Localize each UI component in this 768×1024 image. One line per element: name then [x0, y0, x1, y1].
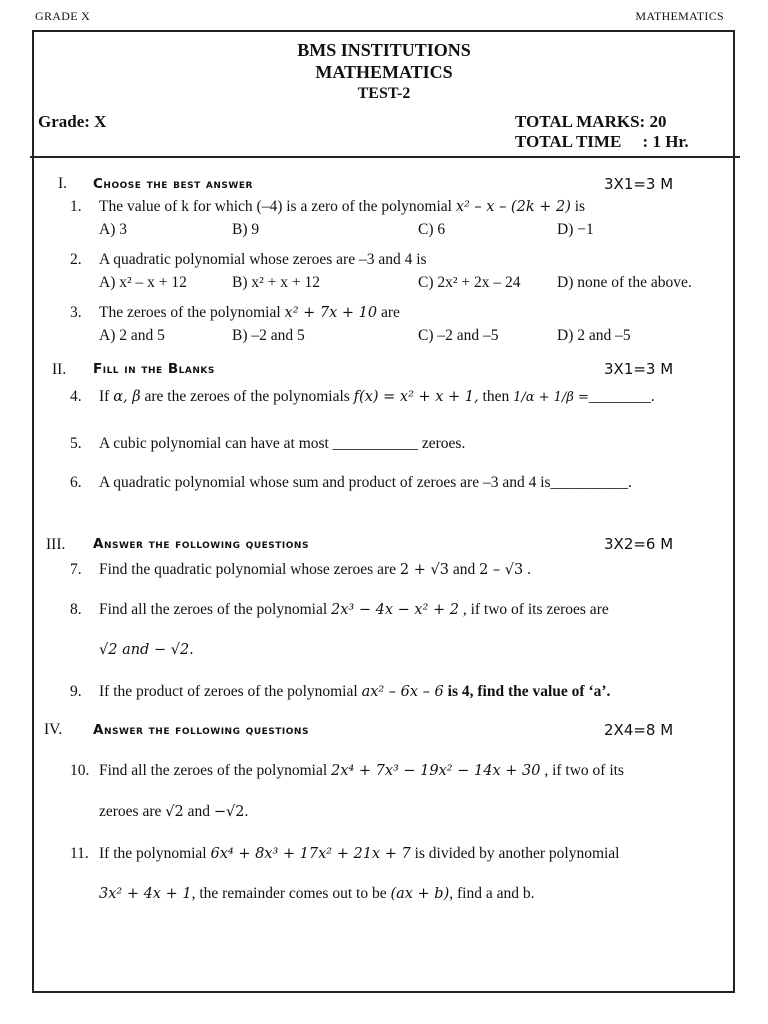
q1-option-a: A) 3	[99, 221, 127, 238]
q9-polynomial: ax² – 6x – 6	[361, 684, 444, 700]
q4-text: If α, β are the zeroes of the polynomials f(x) = x² + x + 1, then 1/α + 1/β =________.	[99, 388, 655, 405]
section-4-title: Answer the following questions	[93, 722, 309, 738]
section-2-number: II.	[52, 361, 67, 378]
q8-zeroes: √2 and − √2.	[99, 642, 194, 658]
section-4-number: IV.	[44, 721, 63, 738]
q10-number: 10.	[70, 762, 90, 779]
section-3-title: Answer the following questions	[93, 536, 309, 552]
q2-option-a: A) x² – x + 12	[99, 274, 187, 291]
q3-option-b: B) –2 and 5	[232, 327, 305, 344]
q1-option-c: C) 6	[418, 221, 446, 238]
q6-text: A quadratic polynomial whose sum and product of zeroes are –3 and 4 is__________.	[99, 474, 632, 491]
section-2-marks: 3X1=3 M	[604, 360, 674, 378]
institution-title: BMS INSTITUTIONS	[297, 40, 471, 60]
section-1-number: I.	[58, 175, 68, 192]
q10-line2: zeroes are √2 and −√2.	[99, 803, 249, 820]
q3-option-a: A) 2 and 5	[99, 327, 165, 344]
q5-text: A cubic polynomial can have at most ___________ zeroes.	[99, 435, 466, 452]
q3-number: 3.	[70, 304, 82, 321]
section-1-marks: 3X1=3 M	[604, 175, 674, 193]
q8-polynomial: 2x³ − 4x − x² + 2	[331, 602, 459, 618]
q8-number: 8.	[70, 601, 82, 618]
q11-remainder: (ax + b)	[390, 886, 450, 902]
q11-dividend: 6x⁴ + 8x³ + 17x² + 21x + 7	[210, 846, 411, 862]
q3-option-d: D) 2 and –5	[557, 327, 631, 344]
q1-text: The value of k for which (–4) is a zero of the polynomial x² – x – (2k + 2) is	[99, 198, 586, 215]
total-marks: TOTAL MARKS: 20	[515, 112, 667, 131]
q1-polynomial: x² – x – (2k + 2)	[455, 199, 571, 215]
q4-number: 4.	[70, 388, 82, 405]
q10-text: Find all the zeroes of the polynomial 2x⁴ + 7x³ − 19x² − 14x + 30 , if two of its	[99, 762, 624, 779]
section-2-title: Fill in the Blanks	[93, 361, 215, 377]
q7-number: 7.	[70, 561, 82, 578]
section-3-number: III.	[46, 536, 66, 553]
q8-text: Find all the zeroes of the polynomial 2x³ − 4x − x² + 2 , if two of its zeroes are	[99, 601, 609, 618]
q10-polynomial: 2x⁴ + 7x³ − 19x² − 14x + 30	[331, 763, 541, 779]
section-3-marks: 3X2=6 M	[604, 535, 674, 553]
q9-text: If the product of zeroes of the polynomial ax² – 6x – 6 is 4, find the value of ‘a’.	[99, 683, 611, 700]
test-title: TEST-2	[357, 85, 411, 102]
q3-text: The zeroes of the polynomial x² + 7x + 10 are	[99, 304, 400, 321]
header-divider	[30, 156, 740, 158]
q9-number: 9.	[70, 683, 82, 700]
section-4-marks: 2X4=8 M	[604, 721, 674, 739]
q1-option-d: D) −1	[557, 221, 594, 238]
q4-polynomial: f(x) = x² + x + 1,	[353, 389, 479, 405]
q3-polynomial: x² + 7x + 10	[284, 305, 378, 321]
q11-divisor: 3x² + 4x + 1	[99, 886, 192, 902]
q2-option-c: C) 2x² + 2x – 24	[418, 274, 521, 291]
subject-title: MATHEMATICS	[315, 62, 453, 82]
q2-number: 2.	[70, 251, 82, 268]
section-1-title: Choose the best answer	[93, 176, 253, 192]
q6-number: 6.	[70, 474, 82, 491]
q1-number: 1.	[70, 198, 82, 215]
q11-line2: 3x² + 4x + 1, the remainder comes out to be (ax + b), find a and b.	[99, 885, 535, 902]
q4-reciprocal-sum: 1/α + 1/β =	[513, 390, 589, 405]
page-header-left: GRADE X	[35, 9, 91, 23]
grade-label: Grade: X	[38, 112, 107, 131]
q7-text: Find the quadratic polynomial whose zeroes are 2 + √3 and 2 – √3 .	[99, 561, 531, 578]
q3-option-c: C) –2 and –5	[418, 327, 499, 344]
q2-text: A quadratic polynomial whose zeroes are –3 and 4 is	[99, 251, 427, 268]
total-time: TOTAL TIME : 1 Hr.	[515, 132, 689, 151]
q2-option-d: D) none of the above.	[557, 274, 692, 291]
q1-option-b: B) 9	[232, 221, 260, 238]
q5-number: 5.	[70, 435, 82, 452]
page-header-right: MATHEMATICS	[635, 9, 724, 23]
q2-option-b: B) x² + x + 12	[232, 274, 321, 291]
q11-number: 11.	[70, 845, 89, 862]
q11-text: If the polynomial 6x⁴ + 8x³ + 17x² + 21x + 7 is divided by another polynomial	[99, 845, 620, 862]
